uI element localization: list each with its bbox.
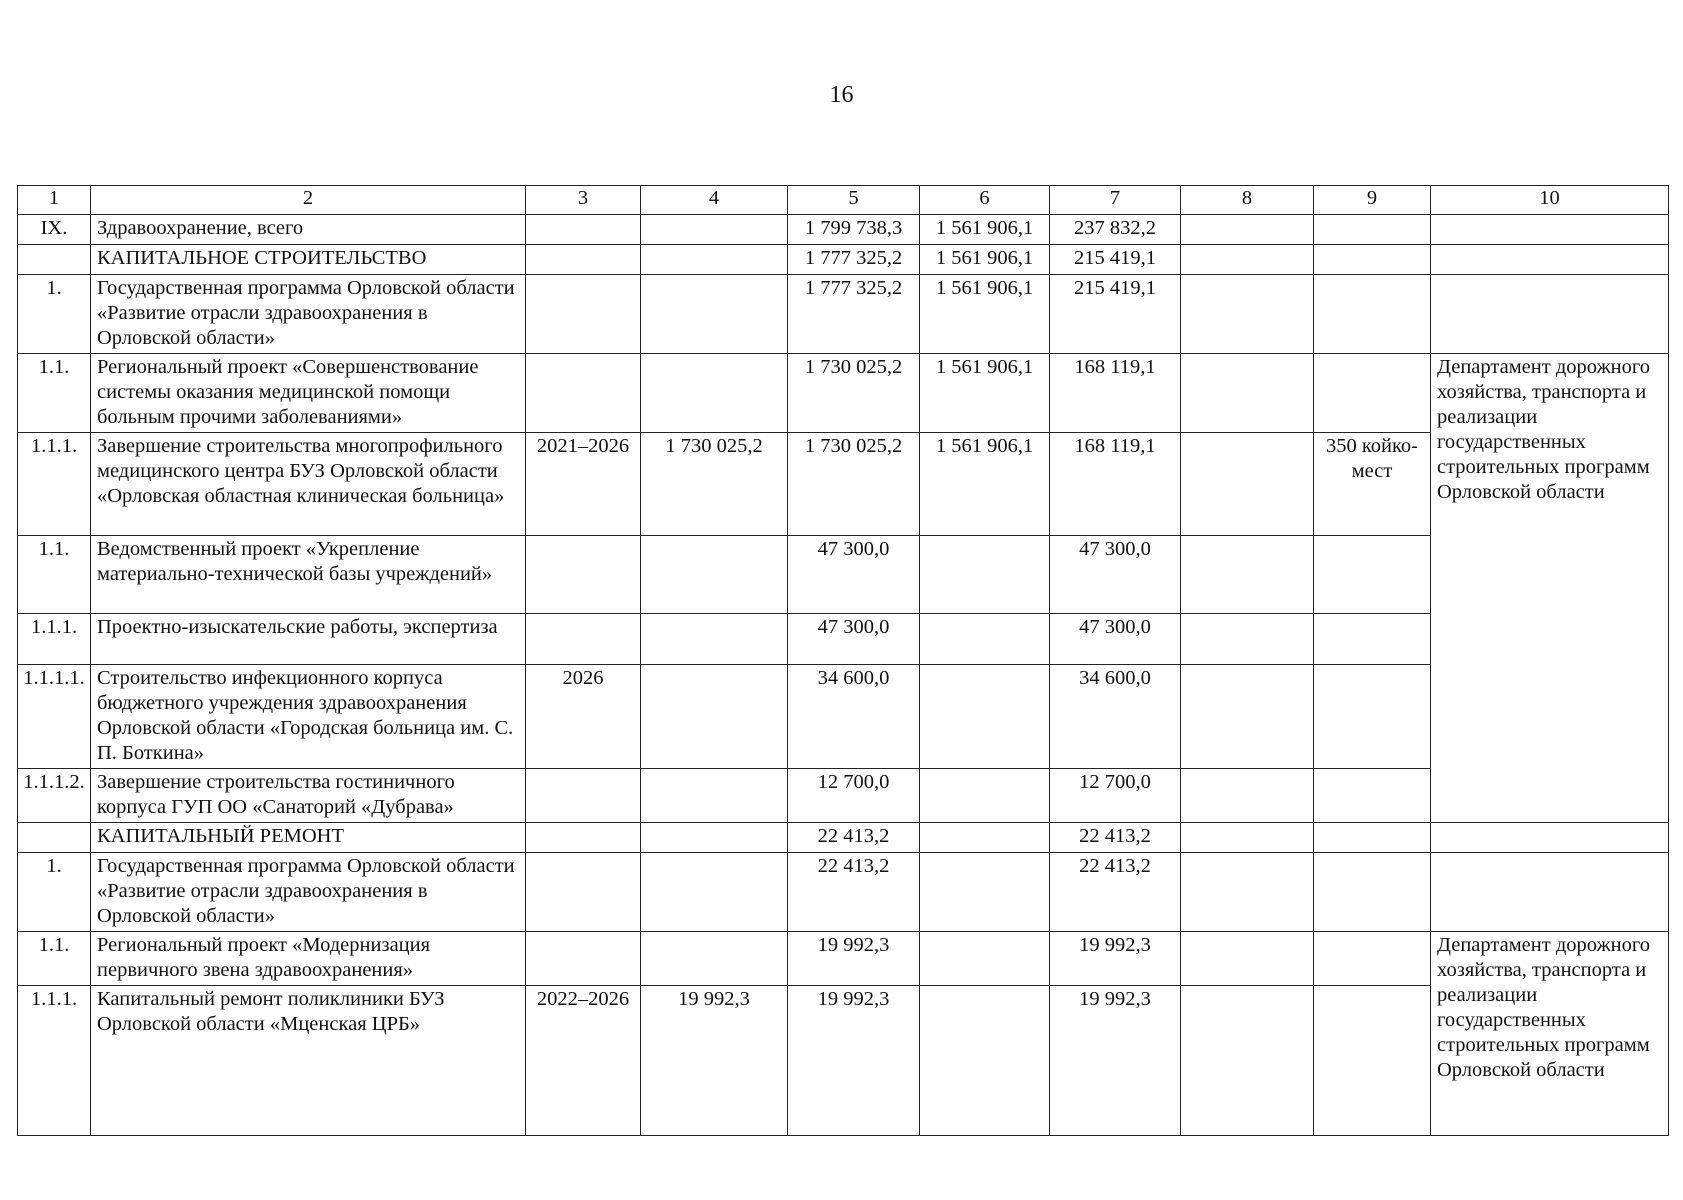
row-number: 1.1. [18, 354, 91, 433]
row-total: 1 799 738,3 [788, 215, 920, 245]
row-col8 [1181, 853, 1314, 932]
row-regional: 19 992,3 [1050, 932, 1181, 986]
row-period [526, 275, 641, 354]
row-total: 22 413,2 [788, 823, 920, 853]
row-period: 2021–2026 [526, 433, 641, 536]
row-name: Строительство инфекционного корпуса бюджетного учреждения здравоохранения Орловской области «Городская больница им. С. П. Боткина» [91, 665, 526, 769]
row-number: 1. [18, 275, 91, 354]
row-col8 [1181, 245, 1314, 275]
row-federal [920, 986, 1050, 1136]
row-number: IX. [18, 215, 91, 245]
row-federal [920, 769, 1050, 823]
row-capacity: 350 койко-мест [1314, 433, 1431, 536]
row-capacity [1314, 665, 1431, 769]
section-heading: КАПИТАЛЬНЫЙ РЕМОНТ [91, 823, 526, 853]
row-regional: 168 119,1 [1050, 354, 1181, 433]
row-federal [920, 823, 1050, 853]
row-number: 1.1.1.1. [18, 665, 91, 769]
row-number: 1.1. [18, 536, 91, 614]
row-cost [641, 665, 788, 769]
table-row [18, 853, 1669, 932]
row-federal: 1 561 906,1 [920, 354, 1050, 433]
row-name: Проектно-изыскательские работы, экспертиза [91, 614, 526, 665]
row-federal: 1 561 906,1 [920, 433, 1050, 536]
table-row [18, 986, 1669, 1136]
row-cost: 1 730 025,2 [641, 433, 788, 536]
row-period: 2022–2026 [526, 986, 641, 1136]
row-cost [641, 932, 788, 986]
column-header: 4 [641, 186, 788, 215]
row-name: Региональный проект «Совершенствование системы оказания медицинской помощи больным прочими заболеваниями» [91, 354, 526, 433]
column-header: 8 [1181, 186, 1314, 215]
column-header: 7 [1050, 186, 1181, 215]
table-row [18, 275, 1669, 354]
row-capacity [1314, 275, 1431, 354]
row-regional: 22 413,2 [1050, 853, 1181, 932]
row-period [526, 354, 641, 433]
row-responsible-empty [1431, 853, 1669, 932]
row-responsible-empty [1431, 215, 1669, 245]
row-period [526, 614, 641, 665]
header-row [18, 186, 1669, 215]
row-period [526, 769, 641, 823]
row-total: 47 300,0 [788, 536, 920, 614]
row-col8 [1181, 215, 1314, 245]
row-cost [641, 614, 788, 665]
row-cost [641, 853, 788, 932]
row-period [526, 215, 641, 245]
row-col8 [1181, 986, 1314, 1136]
row-period [526, 245, 641, 275]
row-federal [920, 536, 1050, 614]
column-header: 1 [18, 186, 91, 215]
table-row [18, 932, 1669, 986]
row-total: 1 777 325,2 [788, 245, 920, 275]
row-name: Государственная программа Орловской области «Развитие отрасли здравоохранения в Орловской области» [91, 275, 526, 354]
row-cost [641, 245, 788, 275]
row-capacity [1314, 986, 1431, 1136]
table-row [18, 614, 1669, 665]
table-row [18, 769, 1669, 823]
row-period [526, 536, 641, 614]
row-name: Капитальный ремонт поликлиники БУЗ Орловской области «Мценская ЦРБ» [91, 986, 526, 1136]
row-number [18, 823, 91, 853]
table-row [18, 433, 1669, 536]
table-row [18, 823, 1669, 853]
row-cost [641, 536, 788, 614]
row-number: 1.1.1. [18, 986, 91, 1136]
row-col8 [1181, 354, 1314, 433]
row-federal: 1 561 906,1 [920, 275, 1050, 354]
table-row [18, 354, 1669, 433]
row-cost [641, 769, 788, 823]
row-total: 22 413,2 [788, 853, 920, 932]
row-number: 1.1.1.2. [18, 769, 91, 823]
row-col8 [1181, 769, 1314, 823]
row-col8 [1181, 665, 1314, 769]
row-capacity [1314, 823, 1431, 853]
row-regional: 237 832,2 [1050, 215, 1181, 245]
column-header: 2 [91, 186, 526, 215]
row-total: 1 730 025,2 [788, 354, 920, 433]
row-capacity [1314, 354, 1431, 433]
page-number: 16 [829, 82, 854, 108]
row-regional: 47 300,0 [1050, 614, 1181, 665]
row-federal [920, 665, 1050, 769]
column-header: 10 [1431, 186, 1669, 215]
row-name: Завершение строительства многопрофильного медицинского центра БУЗ Орловской области «Орловская областная клиническая больница» [91, 433, 526, 536]
row-col8 [1181, 536, 1314, 614]
row-federal [920, 614, 1050, 665]
row-period [526, 823, 641, 853]
row-total: 47 300,0 [788, 614, 920, 665]
row-col8 [1181, 275, 1314, 354]
row-regional: 22 413,2 [1050, 823, 1181, 853]
table-row [18, 665, 1669, 769]
row-name: Ведомственный проект «Укрепление материально-технической базы учреждений» [91, 536, 526, 614]
row-number: 1.1. [18, 932, 91, 986]
row-capacity [1314, 215, 1431, 245]
column-header: 9 [1314, 186, 1431, 215]
row-responsible-empty [1431, 275, 1669, 354]
row-regional: 34 600,0 [1050, 665, 1181, 769]
table-row [18, 245, 1669, 275]
row-col8 [1181, 932, 1314, 986]
row-name: Региональный проект «Модернизация первичного звена здравоохранения» [91, 932, 526, 986]
row-capacity [1314, 614, 1431, 665]
row-federal: 1 561 906,1 [920, 245, 1050, 275]
responsible-department: Департамент дорожного хозяйства, транспорта и реализации государственных строительных программ Орловской области [1431, 932, 1669, 1136]
row-number: 1. [18, 853, 91, 932]
row-regional: 47 300,0 [1050, 536, 1181, 614]
row-number [18, 245, 91, 275]
row-regional: 12 700,0 [1050, 769, 1181, 823]
row-federal [920, 932, 1050, 986]
row-capacity [1314, 536, 1431, 614]
row-responsible-empty [1431, 823, 1669, 853]
row-regional: 168 119,1 [1050, 433, 1181, 536]
row-regional: 215 419,1 [1050, 245, 1181, 275]
row-total: 19 992,3 [788, 986, 920, 1136]
row-capacity [1314, 245, 1431, 275]
row-federal: 1 561 906,1 [920, 215, 1050, 245]
row-cost [641, 354, 788, 433]
row-total: 1 777 325,2 [788, 275, 920, 354]
responsible-department: Департамент дорожного хозяйства, транспорта и реализации государственных строительных программ Орловской области [1431, 354, 1669, 823]
row-total: 19 992,3 [788, 932, 920, 986]
row-cost [641, 275, 788, 354]
row-total: 12 700,0 [788, 769, 920, 823]
row-cost: 19 992,3 [641, 986, 788, 1136]
row-cost [641, 823, 788, 853]
row-total: 34 600,0 [788, 665, 920, 769]
column-header: 3 [526, 186, 641, 215]
row-number: 1.1.1. [18, 433, 91, 536]
row-col8 [1181, 433, 1314, 536]
row-period: 2026 [526, 665, 641, 769]
row-responsible-empty [1431, 245, 1669, 275]
row-number: 1.1.1. [18, 614, 91, 665]
row-name: Здравоохранение, всего [91, 215, 526, 245]
column-header: 5 [788, 186, 920, 215]
row-regional: 215 419,1 [1050, 275, 1181, 354]
column-header: 6 [920, 186, 1050, 215]
row-total: 1 730 025,2 [788, 433, 920, 536]
row-col8 [1181, 823, 1314, 853]
row-period [526, 932, 641, 986]
row-period [526, 853, 641, 932]
budget-table [17, 185, 1669, 1136]
table-row [18, 215, 1669, 245]
row-capacity [1314, 853, 1431, 932]
row-col8 [1181, 614, 1314, 665]
row-cost [641, 215, 788, 245]
row-regional: 19 992,3 [1050, 986, 1181, 1136]
row-name: Завершение строительства гостиничного корпуса ГУП ОО «Санаторий «Дубрава» [91, 769, 526, 823]
table-row [18, 536, 1669, 614]
row-capacity [1314, 932, 1431, 986]
row-capacity [1314, 769, 1431, 823]
row-name: Государственная программа Орловской области «Развитие отрасли здравоохранения в Орловской области» [91, 853, 526, 932]
section-heading: КАПИТАЛЬНОЕ СТРОИТЕЛЬСТВО [91, 245, 526, 275]
row-federal [920, 853, 1050, 932]
